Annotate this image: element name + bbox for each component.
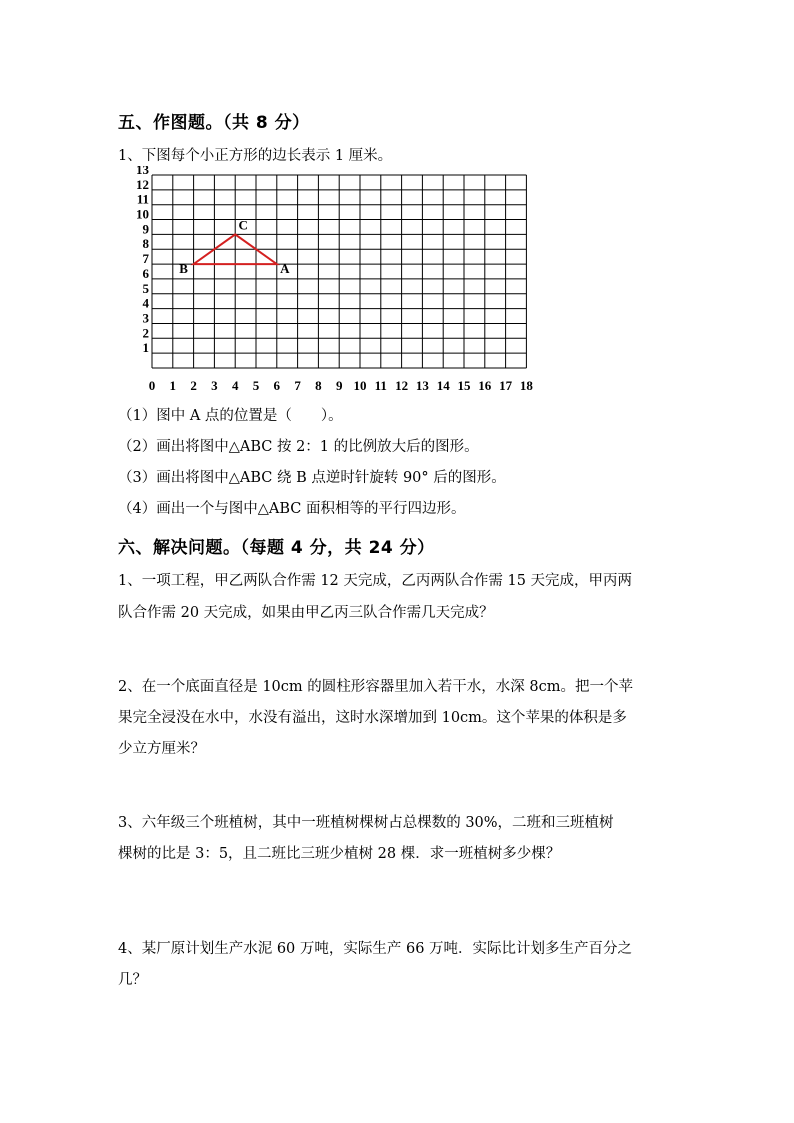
y-tick-label: 3 (142, 310, 149, 326)
y-tick-label: 1 (142, 340, 149, 356)
y-tick-labels (136, 166, 150, 355)
sub-question-3: （3）画出将图中△ABC 绕 B 点逆时针旋转 90° 后的图形。 (118, 470, 506, 486)
section-5-heading: 五、作图题。（共 8 分） (118, 113, 310, 133)
y-tick-label: 7 (142, 251, 149, 267)
x-tick-label: 0 (148, 378, 156, 393)
y-tick-label: 11 (136, 191, 149, 207)
x-tick-label: 8 (315, 378, 322, 393)
sub-question-1: （1）图中 A 点的位置是（ ）。 (118, 408, 343, 424)
problem-1-line-2: 队合作需 20 天完成，如果由甲乙丙三队合作需几天完成？ (118, 605, 494, 621)
x-tick-label: 17 (499, 378, 513, 393)
x-tick-label: 3 (211, 378, 218, 393)
sub-question-2: （2）画出将图中△ABC 按 2：1 的比例放大后的图形。 (118, 439, 479, 455)
problem-3-line-1: 3、六年级三个班植树，其中一班植树棵树占总棵数的 30%，二班和三班植树 (118, 815, 614, 831)
y-tick-label: 8 (142, 236, 149, 252)
x-tick-label: 1 (169, 378, 177, 393)
problem-2-line-3: 少立方厘米？ (118, 741, 205, 757)
problem-2-line-2: 果完全浸没在水中，水没有溢出，这时水深增加到 10cm。这个苹果的体积是多 (118, 710, 627, 726)
vertex-label-c: C (238, 217, 248, 233)
y-tick-label: 2 (142, 325, 149, 341)
y-tick-label: 9 (142, 221, 149, 237)
problem-4-line-1: 4、某厂原计划生产水泥 60 万吨，实际生产 66 万吨．实际比计划多生产百分之 (118, 941, 633, 957)
x-tick-label: 14 (436, 378, 450, 393)
coordinate-grid (130, 166, 540, 396)
x-tick-label: 15 (457, 378, 471, 393)
problem-2-line-1: 2、在一个底面直径是 10cm 的圆柱形容器里加入若干水，水深 8cm。把一个苹 (118, 679, 633, 695)
x-tick-label: 18 (519, 378, 533, 393)
x-tick-label: 12 (395, 378, 409, 393)
vertex-label-b: B (179, 261, 188, 277)
y-tick-label: 4 (142, 295, 149, 311)
y-tick-label: 12 (136, 176, 149, 192)
x-tick-labels (149, 378, 534, 393)
x-tick-label: 7 (294, 378, 301, 393)
x-tick-label: 5 (252, 378, 260, 393)
x-tick-label: 9 (335, 378, 343, 393)
y-tick-label: 10 (136, 206, 149, 222)
problem-4-line-2: 几？ (118, 972, 147, 988)
y-tick-label: 5 (142, 280, 149, 296)
x-tick-label: 2 (190, 378, 197, 393)
triangle-abc (179, 217, 290, 276)
x-tick-label: 6 (273, 378, 281, 393)
x-tick-label: 11 (374, 378, 387, 393)
vertex-label-a: A (280, 261, 290, 277)
q1-intro: 1、下图每个小正方形的边长表示 1 厘米。 (118, 148, 393, 164)
sub-question-4: （4）画出一个与图中△ABC 面积相等的平行四边形。 (118, 501, 466, 517)
grid-lines (152, 175, 526, 368)
x-tick-label: 10 (353, 378, 367, 393)
x-tick-label: 13 (415, 378, 429, 393)
y-tick-label: 6 (142, 265, 149, 281)
problem-3-line-2: 棵树的比是 3：5，且二班比三班少植树 28 棵．求一班植树多少棵？ (118, 846, 561, 862)
problem-1-line-1: 1、一项工程，甲乙两队合作需 12 天完成，乙丙两队合作需 15 天完成，甲丙两 (118, 573, 633, 589)
x-tick-label: 4 (231, 378, 239, 393)
y-tick-label: 13 (136, 166, 149, 177)
x-tick-label: 16 (478, 378, 492, 393)
section-6-heading: 六、解决问题。（每题 4 分，共 24 分） (118, 538, 435, 558)
